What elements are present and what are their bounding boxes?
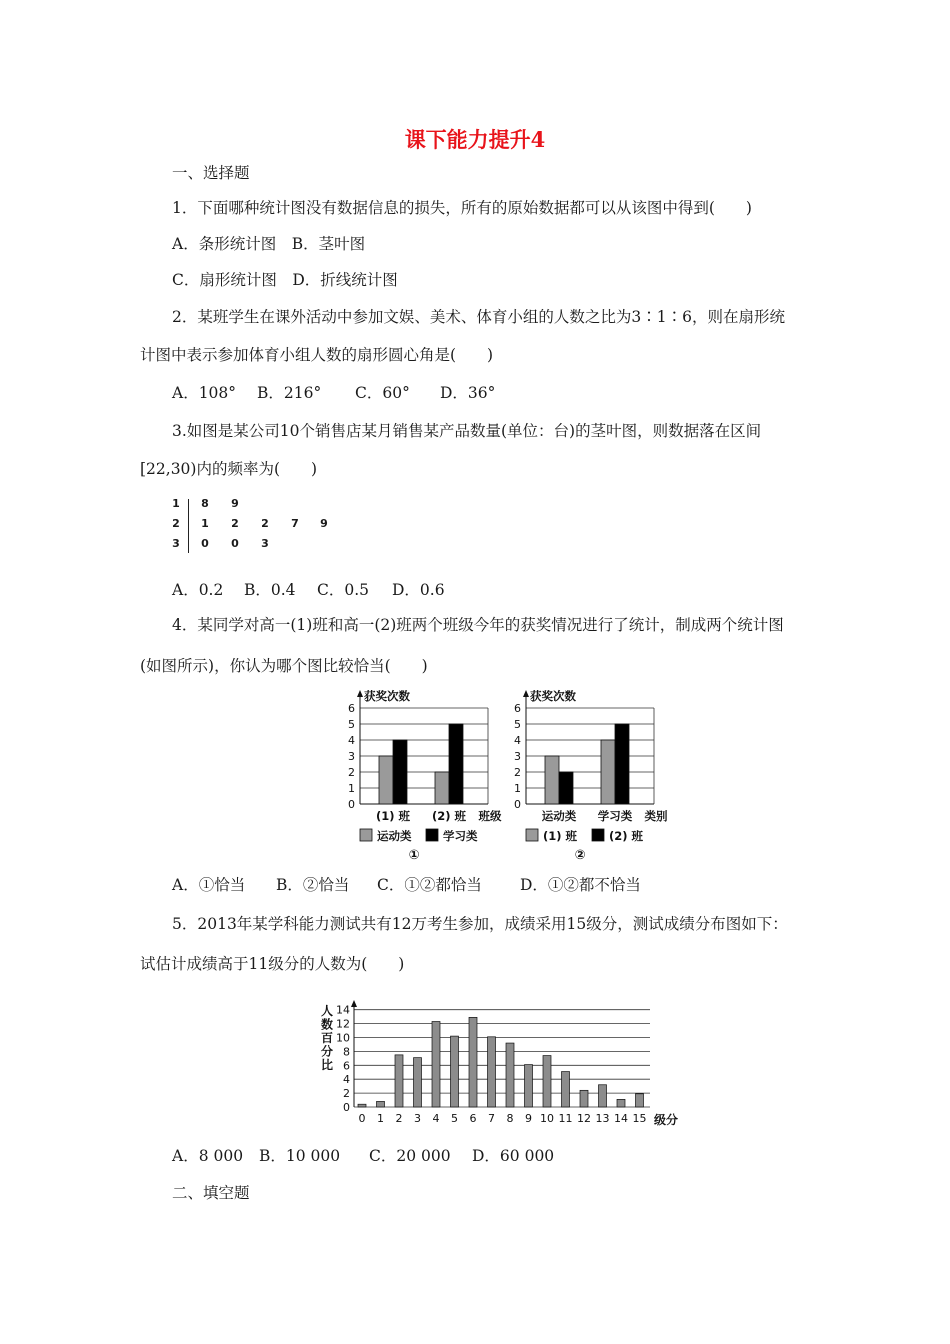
- x-tick-label: (1) 班: [375, 809, 411, 823]
- x-tick-label: 4: [432, 1112, 440, 1125]
- x-tick-label: 8: [506, 1112, 514, 1125]
- y-tick-label: 0: [514, 798, 521, 811]
- y-axis-label-char: 百: [320, 1031, 334, 1045]
- q5-options: [172, 1145, 554, 1167]
- q2-option-b: B．216°: [257, 384, 322, 402]
- y-axis-label: 获奖次数: [530, 689, 576, 703]
- x-tick-label: 学习类: [597, 809, 633, 823]
- q1-options-2: C．扇形统计图 D．折线统计图: [172, 271, 398, 289]
- legend-swatch: [360, 829, 372, 841]
- leaf: 0: [231, 537, 239, 550]
- bar: [545, 756, 559, 804]
- q2-options: [172, 382, 495, 404]
- q5-text-2: 试估计成绩高于11级分的人数为( ): [140, 955, 405, 973]
- leaf: 1: [201, 517, 209, 530]
- x-tick-label: 5: [451, 1112, 458, 1125]
- y-tick-label: 5: [514, 718, 521, 731]
- q3-option-c: C．0.5: [317, 581, 370, 599]
- q2-text-1: 2．某班学生在课外活动中参加文娱、美术、体育小组的人数之比为3∶1∶6，则在扇形统: [172, 308, 785, 326]
- bar: [451, 1036, 459, 1107]
- bar: [636, 1094, 644, 1107]
- stem-divider: [188, 499, 189, 553]
- y-tick-label: 12: [336, 1017, 350, 1031]
- y-axis-label-char: 分: [320, 1044, 334, 1059]
- leaf: 7: [291, 517, 299, 530]
- bar: [525, 1065, 533, 1107]
- y-tick-label: 2: [348, 766, 355, 779]
- bar: [506, 1043, 514, 1107]
- y-axis-label-char: 数: [320, 1017, 334, 1032]
- y-axis-label-char: 比: [320, 1058, 334, 1072]
- y-tick-label: 4: [514, 734, 521, 747]
- q4-option-d: D．①②都不恰当: [520, 876, 641, 894]
- bar: [617, 1099, 625, 1107]
- bar: [449, 724, 463, 804]
- score-distribution-chart: [316, 995, 692, 1135]
- leaf: 9: [231, 497, 239, 510]
- legend-swatch: [592, 829, 604, 841]
- bar: [435, 772, 449, 804]
- bar: [358, 1104, 366, 1107]
- y-axis-arrow: [357, 690, 363, 697]
- chart-caption: ①: [408, 848, 420, 863]
- x-tick-label: 1: [377, 1112, 384, 1125]
- x-tick-label: 7: [488, 1112, 495, 1125]
- bar: [377, 1101, 385, 1107]
- bar: [601, 740, 615, 804]
- q4-text-1: 4．某同学对高一(1)班和高一(2)班两个班级今年的获奖情况进行了统计，制成两个统计图: [172, 616, 784, 634]
- bar: [580, 1090, 588, 1107]
- q4-option-a: A．①恰当: [172, 876, 246, 894]
- legend-label: (1) 班: [543, 829, 578, 843]
- x-tick-label: 2: [395, 1112, 403, 1125]
- q3-text-2: [22,30)内的频率为( ): [140, 460, 318, 478]
- q4-options: [172, 874, 641, 896]
- y-tick-label: 6: [348, 702, 355, 715]
- x-tick-label: 3: [414, 1112, 421, 1125]
- leaf: 0: [201, 537, 209, 550]
- legend-label: 学习类: [443, 829, 478, 843]
- y-tick-label: 5: [348, 718, 355, 731]
- q4-text-2: (如图所示)，你认为哪个图比较恰当( ): [140, 657, 428, 675]
- q1-text: 1．下面哪种统计图没有数据信息的损失，所有的原始数据都可以从该图中得到( ): [172, 199, 752, 217]
- y-axis-label-char: 人: [320, 1004, 334, 1018]
- y-axis-label: 获奖次数: [364, 689, 410, 703]
- y-tick-label: 1: [348, 782, 355, 795]
- bar: [469, 1017, 477, 1107]
- q3-option-d: D．0.6: [392, 581, 445, 599]
- bar: [559, 772, 573, 804]
- y-tick-label: 6: [514, 702, 521, 715]
- bar: [379, 756, 393, 804]
- leaf: 8: [201, 497, 209, 510]
- y-tick-label: 14: [336, 1003, 350, 1017]
- y-tick-label: 3: [348, 750, 355, 763]
- award-bar-charts: [330, 683, 700, 863]
- q5-option-d: D．60 000: [472, 1147, 555, 1165]
- y-tick-label: 4: [343, 1073, 350, 1087]
- bar: [488, 1037, 496, 1107]
- leaf: 3: [261, 537, 269, 550]
- y-axis-arrow: [351, 1000, 357, 1007]
- x-tick-label: 6: [469, 1112, 477, 1125]
- stem: 2: [172, 517, 180, 530]
- stem: 1: [172, 497, 180, 510]
- section-heading-choice: 一、选择题: [172, 164, 250, 182]
- stem-leaf-plot: [160, 497, 360, 557]
- x-tick-label: (2) 班: [431, 809, 467, 823]
- x-tick-label: 15: [632, 1112, 647, 1125]
- y-tick-label: 3: [514, 750, 521, 763]
- x-tick-label: 0: [358, 1112, 366, 1125]
- leaf: 2: [261, 517, 269, 530]
- bar: [562, 1072, 570, 1107]
- section-heading-fill: 二、填空题: [172, 1184, 250, 1202]
- q2-option-a: A．108°: [172, 384, 237, 402]
- x-tick-label: 9: [525, 1112, 532, 1125]
- q3-option-a: A．0.2: [172, 581, 224, 599]
- bar: [414, 1058, 422, 1107]
- legend-label: (2) 班: [609, 829, 644, 843]
- y-tick-label: 10: [336, 1031, 350, 1045]
- q5-text-1: 5．2013年某学科能力测试共有12万考生参加，成绩采用15级分，测试成绩分布图如下：: [172, 915, 788, 933]
- q4-option-c: C．①②都恰当: [377, 876, 482, 894]
- bar: [393, 740, 407, 804]
- x-tick-label: 11: [558, 1112, 573, 1125]
- q5-option-c: C．20 000: [369, 1147, 451, 1165]
- y-tick-label: 4: [348, 734, 355, 747]
- x-axis-label: 级分: [653, 1113, 679, 1127]
- q5-option-a: A．8 000: [172, 1147, 244, 1165]
- q3-option-b: B．0.4: [244, 581, 296, 599]
- q5-option-b: B．10 000: [259, 1147, 341, 1165]
- stem: 3: [172, 537, 180, 550]
- x-axis-label: 类别: [644, 809, 668, 823]
- page-title: 课下能力提升4: [404, 127, 546, 152]
- y-tick-label: 6: [343, 1059, 350, 1073]
- chart-caption: ②: [574, 848, 586, 863]
- y-axis-arrow: [523, 690, 529, 697]
- q2-option-d: D．36°: [440, 384, 496, 402]
- x-tick-label: 12: [577, 1112, 591, 1125]
- leaf: 2: [231, 517, 239, 530]
- q4-option-b: B．②恰当: [276, 876, 350, 894]
- x-axis-label: 班级: [478, 809, 502, 823]
- y-tick-label: 0: [348, 798, 355, 811]
- q2-option-c: C．60°: [355, 384, 410, 402]
- bar: [432, 1022, 440, 1107]
- x-tick-label: 运动类: [541, 809, 577, 823]
- q1-options-1: A．条形统计图 B．茎叶图: [172, 235, 366, 253]
- bar: [615, 724, 629, 804]
- y-tick-label: 1: [514, 782, 521, 795]
- x-tick-label: 10: [540, 1112, 554, 1125]
- q3-text-1: 3.如图是某公司10个销售店某月销售某产品数量(单位：台)的茎叶图，则数据落在区间: [172, 422, 762, 440]
- y-tick-label: 2: [514, 766, 521, 779]
- bar: [599, 1085, 607, 1107]
- q3-options: [172, 579, 445, 601]
- legend-swatch: [526, 829, 538, 841]
- y-tick-label: 0: [343, 1101, 350, 1114]
- q2-text-2: 计图中表示参加体育小组人数的扇形圆心角是( ): [140, 346, 494, 364]
- leaf: 9: [320, 517, 328, 530]
- legend-swatch: [426, 829, 438, 841]
- x-tick-label: 14: [614, 1112, 628, 1125]
- x-tick-label: 13: [595, 1112, 610, 1125]
- bar: [543, 1056, 551, 1107]
- bar: [395, 1055, 403, 1107]
- legend-label: 运动类: [377, 829, 412, 843]
- y-tick-label: 8: [343, 1045, 350, 1059]
- y-tick-label: 2: [343, 1087, 350, 1101]
